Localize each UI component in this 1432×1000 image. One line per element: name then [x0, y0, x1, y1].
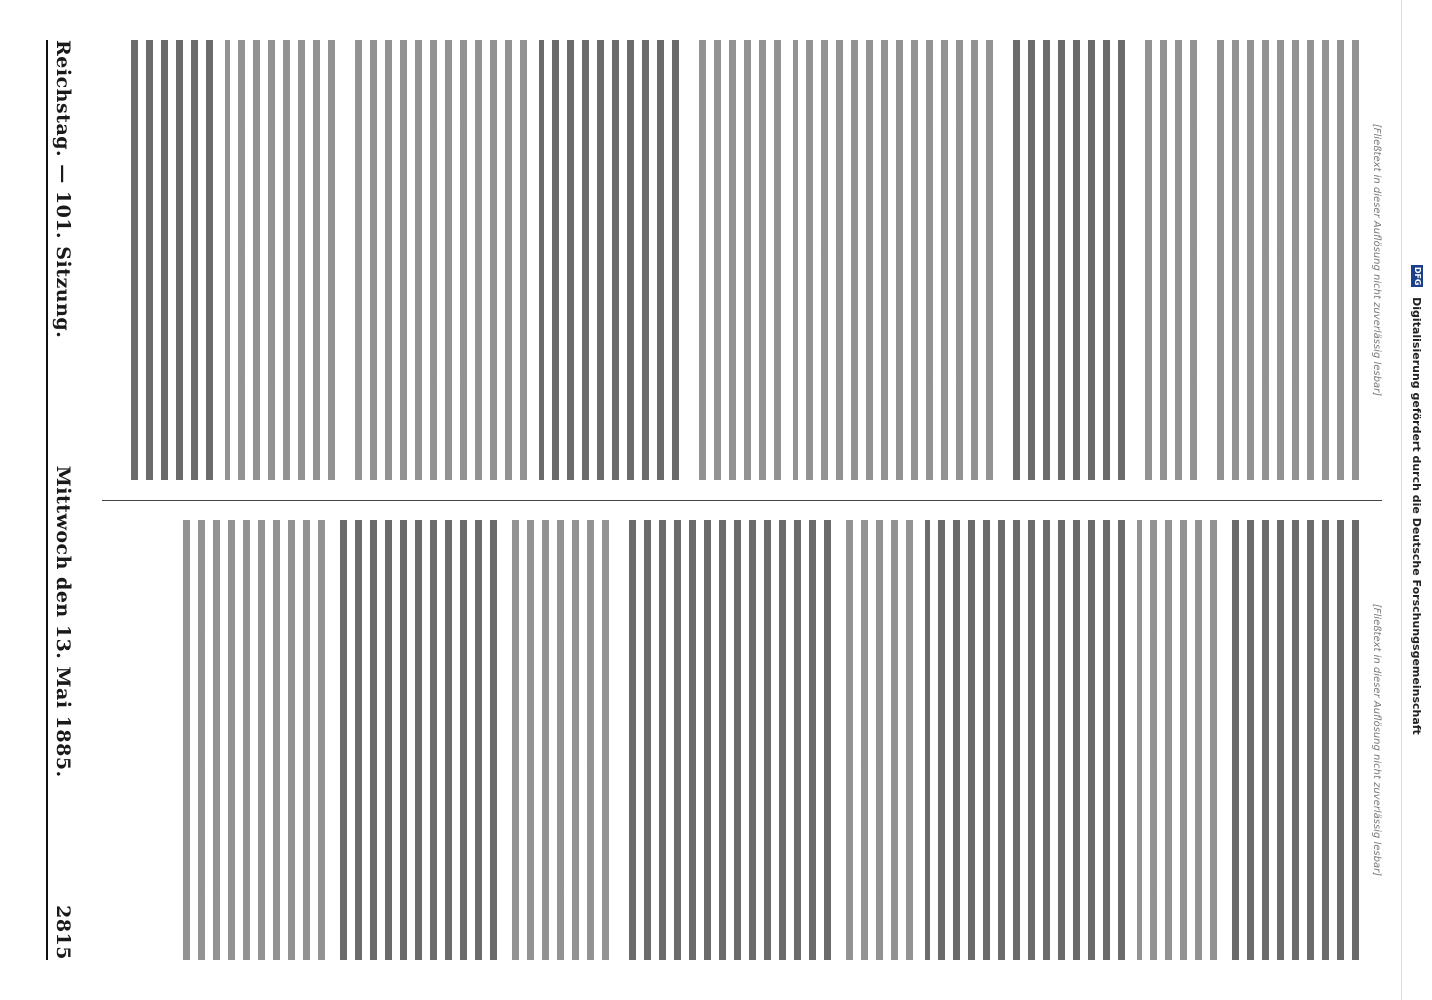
- illegible-note: [Fließtext in dieser Auflösung nicht zuverlässig lesbar]: [1371, 123, 1382, 397]
- dfg-logo-icon: DFG: [1413, 266, 1422, 286]
- funding-strip: [1401, 0, 1432, 1000]
- header-date: Mittwoch den 13. Mai 1885.: [52, 465, 74, 778]
- paragraph: [1005, 40, 1125, 480]
- header-rule: [46, 40, 48, 960]
- illegible-note: [Fließtext in dieser Auflösung nicht zuverlässig lesbar]: [1371, 603, 1382, 877]
- paragraph: [539, 40, 679, 480]
- paragraph: [1137, 40, 1197, 480]
- paragraph: [1137, 520, 1217, 960]
- paragraph: [123, 40, 213, 480]
- page-number: 2815: [52, 905, 74, 960]
- paragraph: [1229, 520, 1359, 960]
- paragraph: [337, 520, 497, 960]
- text-column-right: [102, 520, 1382, 960]
- paragraph: [509, 520, 609, 960]
- column-divider: [102, 500, 1382, 501]
- text-column-left: [102, 40, 1382, 480]
- header-title: Reichstag. — 101. Sitzung.: [52, 40, 74, 339]
- paragraph: [621, 520, 831, 960]
- paragraph: [925, 520, 1125, 960]
- page-header: [52, 40, 92, 960]
- paragraph: [793, 40, 993, 480]
- paragraph: [1209, 40, 1359, 480]
- paragraph: [347, 40, 527, 480]
- paragraph: [225, 40, 335, 480]
- paragraph: [691, 40, 781, 480]
- paragraph: [843, 520, 913, 960]
- paragraph: [175, 520, 325, 960]
- funding-text: Digitalisierung gefördert durch die Deutsche Forschungsgemeinschaft: [1410, 297, 1424, 735]
